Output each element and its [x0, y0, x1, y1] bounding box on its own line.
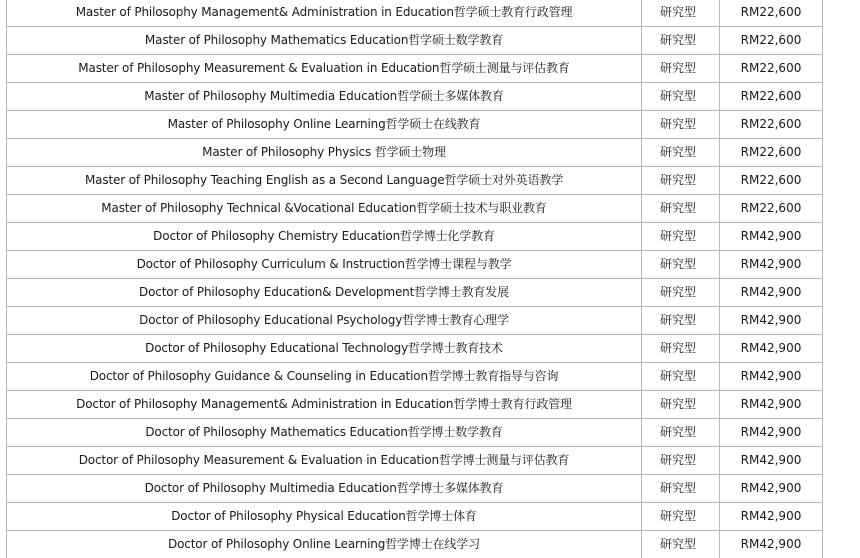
table-row	[7, 503, 823, 531]
program-name-cell: Master of Philosophy Multimedia Education哲学硕士多媒体教育	[7, 83, 642, 111]
program-fee-cell: RM42,900	[720, 335, 823, 363]
program-type-cell: 研究型	[642, 531, 720, 558]
program-fee-cell: RM42,900	[720, 251, 823, 279]
program-fee-cell: RM42,900	[720, 531, 823, 558]
table-row	[7, 111, 823, 139]
program-fee-cell: RM22,600	[720, 27, 823, 55]
program-name-cell: Doctor of Philosophy Measurement & Evaluation in Education哲学博士测量与评估教育	[7, 447, 642, 475]
program-fee-cell: RM22,600	[720, 55, 823, 83]
table-row	[7, 223, 823, 251]
program-name-cell: Master of Philosophy Online Learning哲学硕士在线教育	[7, 111, 642, 139]
program-type-cell: 研究型	[642, 251, 720, 279]
program-fee-cell: RM42,900	[720, 307, 823, 335]
table-row	[7, 363, 823, 391]
program-name-cell: Master of Philosophy Physics 哲学硕士物理	[7, 139, 642, 167]
program-type-cell: 研究型	[642, 167, 720, 195]
table-row	[7, 27, 823, 55]
program-fee-cell: RM42,900	[720, 391, 823, 419]
program-fee-cell: RM42,900	[720, 447, 823, 475]
program-name-cell: Master of Philosophy Teaching English as a Second Language哲学硕士对外英语教学	[7, 167, 642, 195]
program-name-cell: Doctor of Philosophy Education& Development哲学博士教育发展	[7, 279, 642, 307]
program-type-cell: 研究型	[642, 139, 720, 167]
program-fee-cell: RM22,600	[720, 139, 823, 167]
program-fee-cell: RM22,600	[720, 83, 823, 111]
program-type-cell: 研究型	[642, 419, 720, 447]
table-row	[7, 475, 823, 503]
table-row	[7, 279, 823, 307]
table-row	[7, 251, 823, 279]
program-type-cell: 研究型	[642, 111, 720, 139]
program-name-cell: Doctor of Philosophy Mathematics Education哲学博士数学教育	[7, 419, 642, 447]
table-row	[7, 139, 823, 167]
table-row	[7, 447, 823, 475]
program-fee-table-container	[6, 0, 822, 558]
program-type-cell: 研究型	[642, 391, 720, 419]
program-type-cell: 研究型	[642, 0, 720, 27]
program-name-cell: Master of Philosophy Technical &Vocational Education哲学硕士技术与职业教育	[7, 195, 642, 223]
table-row	[7, 419, 823, 447]
program-type-cell: 研究型	[642, 335, 720, 363]
program-type-cell: 研究型	[642, 83, 720, 111]
program-name-cell: Doctor of Philosophy Management& Administration in Education哲学博士教育行政管理	[7, 391, 642, 419]
program-name-cell: Master of Philosophy Management& Administration in Education哲学硕士教育行政管理	[7, 0, 642, 27]
program-fee-cell: RM22,600	[720, 0, 823, 27]
program-name-cell: Doctor of Philosophy Educational Technology哲学博士教育技术	[7, 335, 642, 363]
program-name-cell: Doctor of Philosophy Guidance & Counseling in Education哲学博士教育指导与咨询	[7, 363, 642, 391]
table-row	[7, 167, 823, 195]
program-fee-table-body	[7, 0, 823, 558]
program-name-cell: Doctor of Philosophy Online Learning哲学博士在线学习	[7, 531, 642, 558]
table-row	[7, 0, 823, 27]
program-type-cell: 研究型	[642, 27, 720, 55]
table-row	[7, 83, 823, 111]
program-type-cell: 研究型	[642, 307, 720, 335]
program-type-cell: 研究型	[642, 279, 720, 307]
program-name-cell: Doctor of Philosophy Educational Psychology哲学博士教育心理学	[7, 307, 642, 335]
program-fee-cell: RM42,900	[720, 279, 823, 307]
program-fee-cell: RM22,600	[720, 195, 823, 223]
table-row	[7, 195, 823, 223]
program-name-cell: Doctor of Philosophy Chemistry Education哲学博士化学教育	[7, 223, 642, 251]
program-name-cell: Doctor of Philosophy Physical Education哲学博士体育	[7, 503, 642, 531]
program-name-cell: Master of Philosophy Mathematics Education哲学硕士数学教育	[7, 27, 642, 55]
table-row	[7, 307, 823, 335]
program-fee-cell: RM42,900	[720, 475, 823, 503]
program-fee-cell: RM42,900	[720, 419, 823, 447]
table-row	[7, 391, 823, 419]
program-type-cell: 研究型	[642, 363, 720, 391]
program-type-cell: 研究型	[642, 503, 720, 531]
table-row	[7, 55, 823, 83]
program-type-cell: 研究型	[642, 447, 720, 475]
program-fee-table	[6, 0, 823, 558]
table-row	[7, 531, 823, 558]
program-name-cell: Doctor of Philosophy Curriculum & Instruction哲学博士课程与教学	[7, 251, 642, 279]
program-fee-cell: RM22,600	[720, 111, 823, 139]
program-name-cell: Master of Philosophy Measurement & Evaluation in Education哲学硕士测量与评估教育	[7, 55, 642, 83]
program-type-cell: 研究型	[642, 223, 720, 251]
program-fee-cell: RM42,900	[720, 363, 823, 391]
program-fee-cell: RM42,900	[720, 223, 823, 251]
table-row	[7, 335, 823, 363]
program-fee-cell: RM42,900	[720, 503, 823, 531]
program-type-cell: 研究型	[642, 55, 720, 83]
program-type-cell: 研究型	[642, 195, 720, 223]
program-fee-cell: RM22,600	[720, 167, 823, 195]
program-type-cell: 研究型	[642, 475, 720, 503]
program-name-cell: Doctor of Philosophy Multimedia Education哲学博士多媒体教育	[7, 475, 642, 503]
